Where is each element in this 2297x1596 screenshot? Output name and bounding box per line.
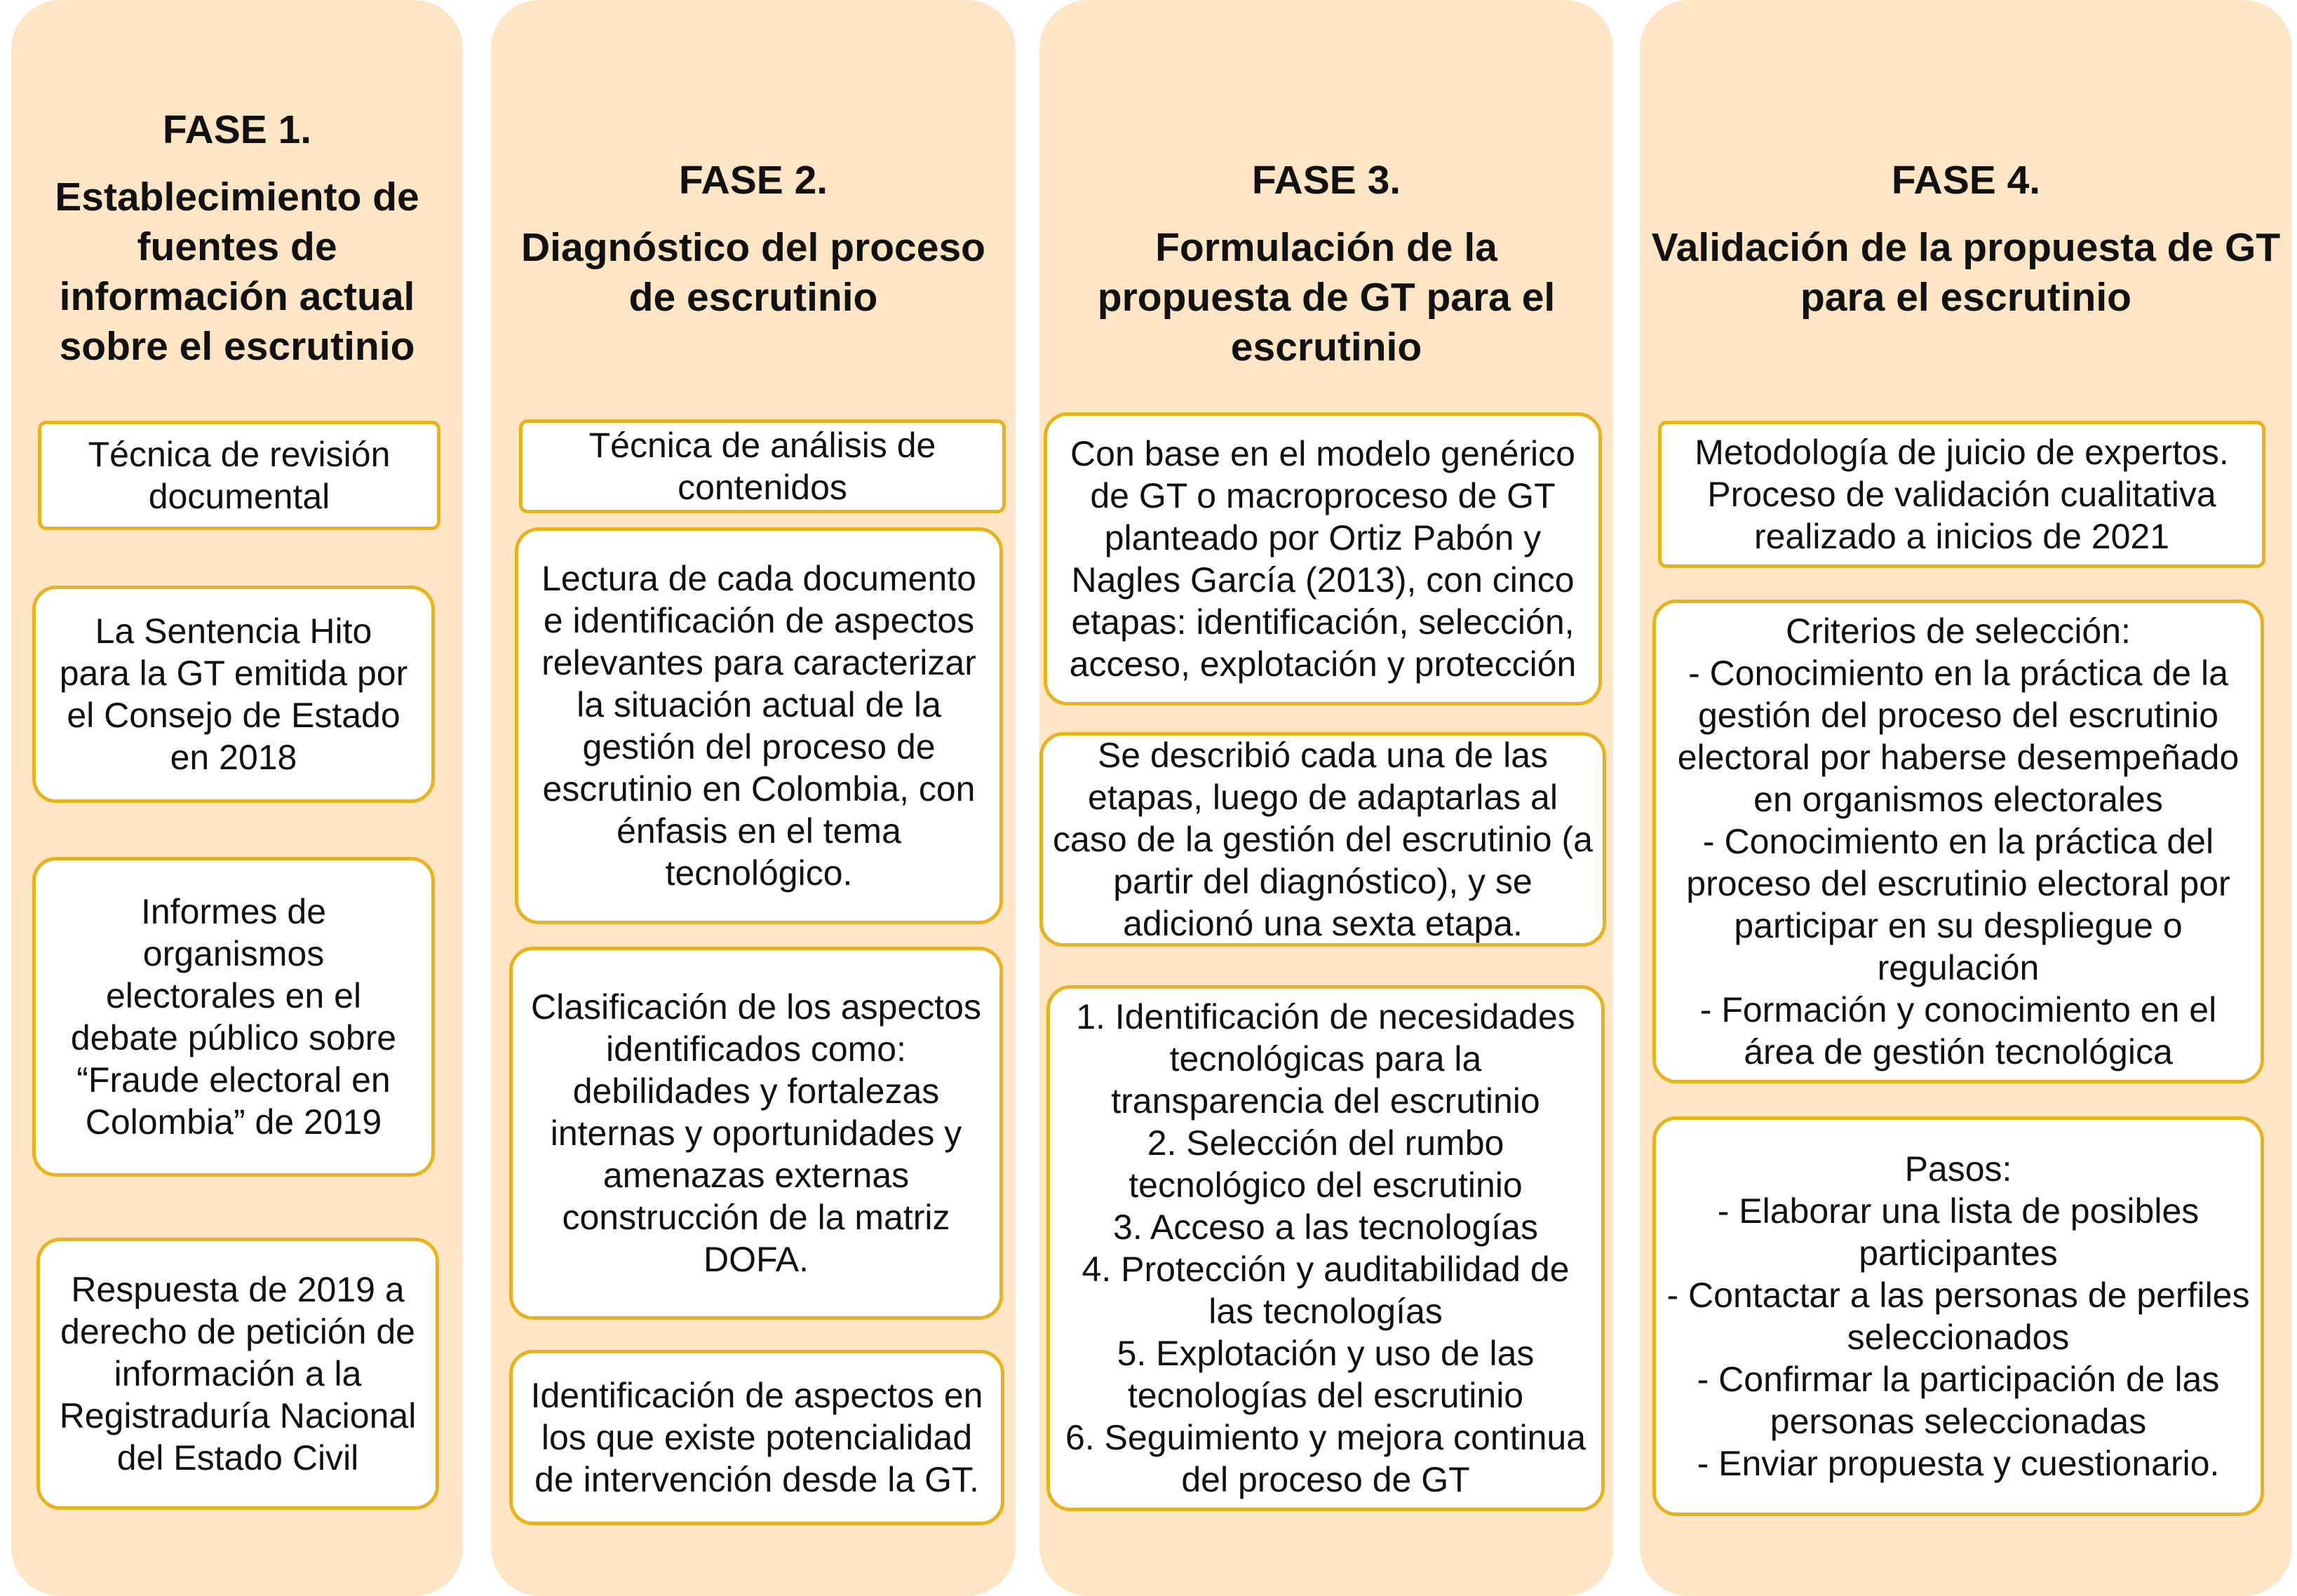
phase-3-box-3-text: 1. Identificación de necesidades tecnológicas para la transparencia del escrutinio 2. Selección del rumbo tecnológico del escrutinio 3. Acceso a las tecnologías 4. Protección y auditabilidad de las tecnologías 5. Explotación y uso de las tecnologías del escrutinio 6. Seguimiento y mejora continua del proceso de GT — [1065, 997, 1587, 1499]
phase-3-box-2 — [1039, 732, 1606, 947]
phase-2-header — [491, 156, 1016, 323]
phase-4-box-3 — [1652, 1116, 2264, 1516]
phase-3-subtitle: Formulación de la propuesta de GT para el escrutinio — [1097, 225, 1556, 370]
phase-2-box-4 — [509, 1350, 1004, 1525]
phase-1-box-1-text: Técnica de revisión documental — [88, 435, 391, 516]
phase-3-header — [1039, 156, 1613, 372]
phase-4-column — [1640, 0, 2292, 1596]
phase-3-title: FASE 3. — [1251, 158, 1401, 203]
phase-2-box-1 — [519, 419, 1006, 513]
phase-3-box-1-text: Con base en el modelo genérico de GT o macroproceso de GT planteado por Ortiz Pabón y Nagles García (2013), con cinco etapas: identificación, selección, acceso, explotación y protección — [1069, 434, 1577, 684]
phase-1-title: FASE 1. — [162, 107, 312, 152]
phase-3-box-1 — [1044, 412, 1602, 705]
phase-1-header — [11, 105, 463, 372]
phase-4-box-2-text: Criterios de selección: - Conocimiento en la práctica de la gestión del proceso del escrutinio electoral por haberse desempeñado en organismos electorales - Conocimiento en la práctica del proceso del escrutinio electoral por participar en su despliegue o regulación - Formación y conocimiento en el área de gestión tecnológica — [1677, 611, 2239, 1071]
phase-2-box-3 — [509, 947, 1003, 1320]
phase-3-column — [1039, 0, 1613, 1596]
phase-4-box-3-text: Pasos: - Elaborar una lista de posibles participantes - Contactar a las personas de perfiles seleccionados - Confirmar la participación de las personas seleccionadas - Enviar propuesta y cuestionario. — [1666, 1149, 2250, 1483]
phase-1-box-3 — [32, 857, 435, 1177]
phase-1-box-1 — [38, 421, 440, 530]
phase-4-subtitle: Validación de la propuesta de GT para el escrutinio — [1651, 225, 2281, 320]
phase-2-box-4-text: Identificación de aspectos en los que existe potencialidad de intervención desde la GT. — [530, 1376, 983, 1499]
phase-2-subtitle: Diagnóstico del proceso de escrutinio — [521, 225, 985, 320]
phase-4-box-2 — [1652, 600, 2264, 1083]
phase-1-box-3-text: Informes de organismos electorales en el debate público sobre “Fraude electoral en Colombia” de 2019 — [70, 892, 397, 1142]
phase-4-box-1 — [1658, 421, 2265, 568]
phase-1-box-2-text: La Sentencia Hito para la GT emitida por el Consejo de Estado en 2018 — [59, 611, 408, 777]
phase-1-box-2 — [32, 586, 435, 803]
phase-1-box-4 — [36, 1238, 439, 1510]
phase-1-column — [11, 0, 463, 1596]
phase-2-box-2-text: Lectura de cada documento e identificación de aspectos relevantes para caracterizar la situación actual de la gestión del proceso de escrutinio en Colombia, con énfasis en el tema tecnológico. — [541, 559, 976, 893]
phase-1-box-4-text: Respuesta de 2019 a derecho de petición de información a la Registraduría Nacional del Estado Civil — [59, 1270, 417, 1477]
phase-3-box-2-text: Se describió cada una de las etapas, luego de adaptarlas al caso de la gestión del escrutinio (a partir del diagnóstico), y se adicionó una sexta etapa. — [1053, 736, 1593, 943]
phase-4-box-1-text: Metodología de juicio de expertos. Proceso de validación cualitativa realizado a inicios de 2021 — [1695, 433, 2229, 556]
phase-1-subtitle: Establecimiento de fuentes de información actual sobre el escrutinio — [55, 175, 419, 369]
phase-2-box-3-text: Clasificación de los aspectos identificados como: debilidades y fortalezas internas y oportunidades y amenazas externas construcción de la matriz DOFA. — [531, 987, 981, 1279]
phase-3-box-3 — [1046, 985, 1605, 1511]
phase-4-header — [1640, 156, 2292, 323]
phase-2-title: FASE 2. — [678, 158, 828, 203]
phase-2-box-2 — [515, 527, 1003, 924]
phase-2-box-1-text: Técnica de análisis de contenidos — [588, 426, 936, 507]
phase-4-title: FASE 4. — [1891, 158, 2041, 203]
phase-2-column — [491, 0, 1016, 1596]
